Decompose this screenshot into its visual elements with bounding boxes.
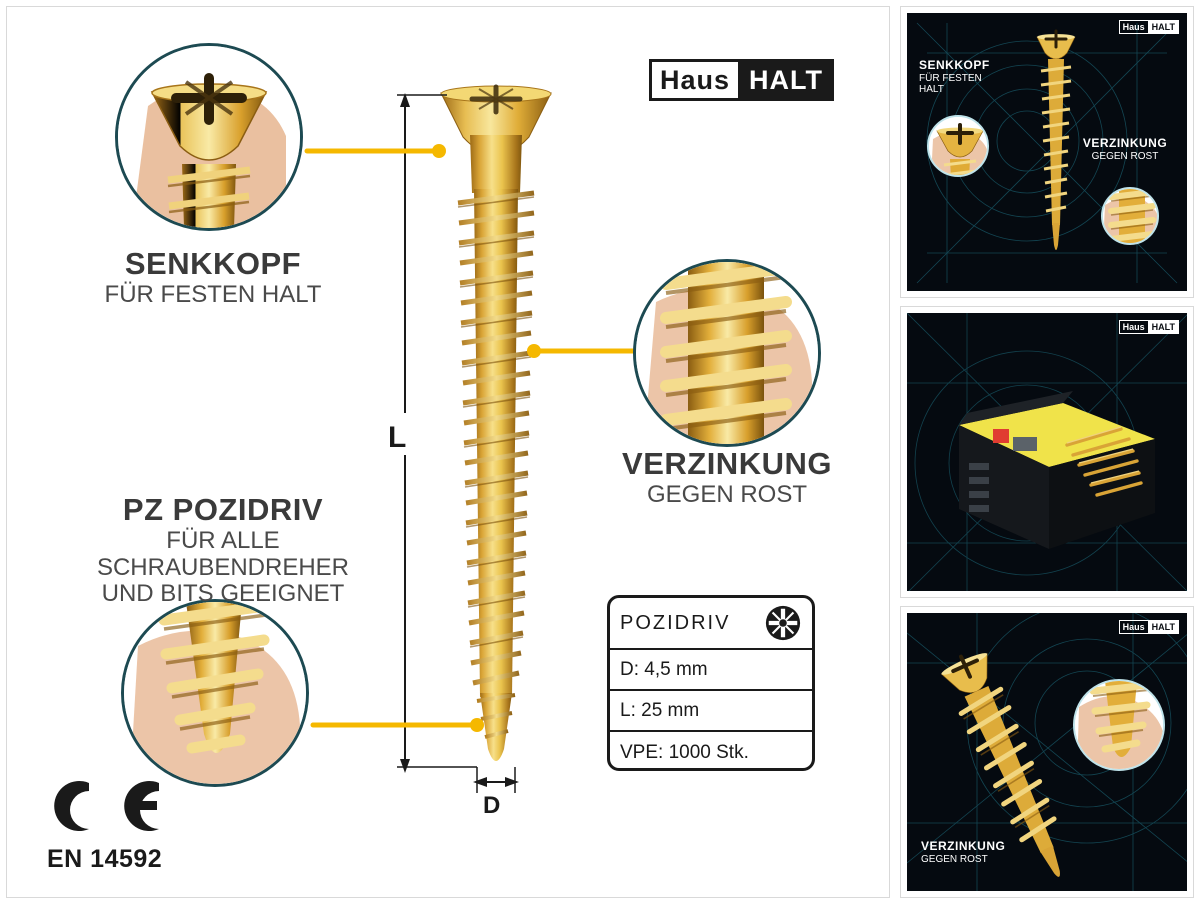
callout-title-countersunk: SENKKOPF [124, 246, 302, 281]
thumbnail-features[interactable] [900, 6, 1194, 298]
callout-pozidriv [121, 599, 309, 787]
spec-drive-label: POZIDRIV [620, 611, 731, 634]
thumbnail-1-sub-head-2: HALT [919, 84, 944, 96]
ce-mark-icon [47, 779, 165, 833]
callout-title-pozidriv: PZ POZIDRIV [122, 492, 324, 527]
thumbnail-zinc[interactable] [900, 606, 1194, 898]
callout-subtitle-countersunk: FÜR FESTEN HALT [104, 280, 322, 308]
thumbnail-packaging[interactable] [900, 306, 1194, 598]
callout-label-countersunk-head [73, 247, 353, 309]
callout-label-zinc [607, 447, 847, 509]
thumbnail-3-label [921, 840, 1041, 865]
thumbnail-3-logo-halt: HALT [1149, 620, 1179, 634]
thumbnail-2-logo-halt: HALT [1149, 320, 1179, 334]
callout-title-zinc: VERZINKUNG [622, 446, 832, 481]
thumbnail-1-title-zinc: VERZINKUNG [1082, 136, 1168, 150]
ce-norm-label: EN 14592 [47, 845, 163, 873]
pozidriv-cross-icon [764, 604, 802, 642]
thread-zoom-icon [636, 262, 818, 444]
thumbnail-1-thread-circle [1101, 187, 1159, 245]
callout-label-pozidriv [43, 493, 403, 608]
thumbnail-1-logo-halt: HALT [1149, 20, 1179, 34]
thumbnail-packaging-image [907, 313, 1187, 591]
blueprint-background-2 [907, 313, 1187, 591]
countersunk-head-icon [118, 46, 300, 228]
callout-countersunk-head [115, 43, 303, 231]
thumbnail-3-logo [1119, 620, 1179, 634]
thumbnail-zinc-image [907, 613, 1187, 891]
thread-zoom-icon [1075, 681, 1165, 771]
spec-row-length: L: 25 mm [610, 691, 812, 732]
ce-certification [47, 779, 165, 874]
spec-box [607, 595, 815, 771]
svg-text:L: L [388, 421, 407, 454]
thumbnail-1-label-zinc [1071, 137, 1179, 162]
thumbnail-1-logo-haus: Haus [1119, 20, 1149, 34]
thumbnail-2-logo [1119, 320, 1179, 334]
thumbnail-1-title-head: SENKKOPF [919, 58, 990, 72]
brand-logo-halt: HALT [741, 59, 834, 101]
thumbnail-1-head-circle [927, 115, 989, 177]
spec-row-drive [610, 598, 812, 650]
spec-row-packaging: VPE: 1000 Stk. [620, 741, 749, 763]
main-panel [6, 6, 890, 898]
svg-text:D: D [483, 792, 501, 819]
thumbnail-1-label-head [919, 59, 1015, 96]
brand-logo-haus: Haus [649, 59, 741, 101]
thumbnail-features-image [907, 13, 1187, 291]
thumbnail-1-sub-head-1: FÜR FESTEN [919, 72, 982, 84]
callout-subtitle-zinc: GEGEN ROST [646, 480, 808, 508]
spec-row-diameter: D: 4,5 mm [610, 650, 812, 691]
thumbnail-3-logo-haus: Haus [1119, 620, 1149, 634]
callout-subtitle-pozidriv-line2: UND BITS GEEIGNET [101, 580, 345, 608]
thumbnail-2-logo-haus: Haus [1119, 320, 1149, 334]
screw-tip-icon [124, 602, 306, 784]
callout-subtitle-pozidriv-line1: FÜR ALLE SCHRAUBENDREHER [96, 526, 350, 581]
thumbnail-3-thread-circle [1073, 679, 1165, 771]
callout-zinc-coating [633, 259, 821, 447]
thumbnail-3-sub: GEGEN ROST [921, 853, 988, 865]
thumbnail-1-sub-zinc: GEGEN ROST [1091, 150, 1159, 162]
thumbnail-3-title: VERZINKUNG [921, 838, 1006, 853]
thumbnail-1-logo [1119, 20, 1179, 34]
